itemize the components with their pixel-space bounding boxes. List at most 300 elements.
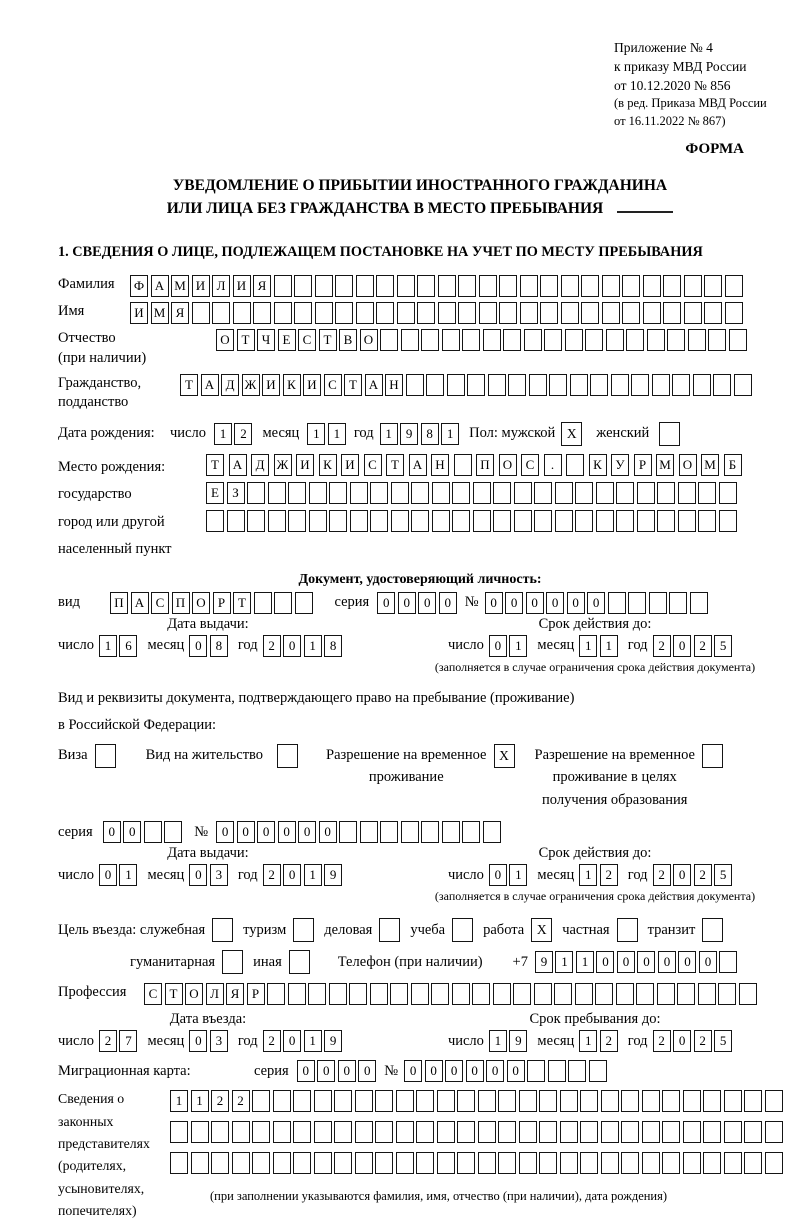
- char-cell[interactable]: [677, 983, 695, 1005]
- char-cell[interactable]: 2: [694, 864, 712, 886]
- char-cell[interactable]: А: [131, 592, 149, 614]
- char-cell[interactable]: 1: [380, 423, 398, 445]
- char-cell[interactable]: Р: [213, 592, 231, 614]
- char-cell[interactable]: Т: [165, 983, 183, 1005]
- char-cell[interactable]: [268, 510, 286, 532]
- char-cell[interactable]: [254, 592, 272, 614]
- char-cell[interactable]: [498, 1152, 516, 1174]
- char-cell[interactable]: [432, 482, 450, 504]
- char-cell[interactable]: [170, 1152, 188, 1174]
- char-cell[interactable]: [227, 510, 245, 532]
- char-cell[interactable]: [211, 1121, 229, 1143]
- char-cell[interactable]: [314, 1152, 332, 1174]
- char-cell[interactable]: 0: [596, 951, 614, 973]
- char-cell[interactable]: 0: [278, 821, 296, 843]
- char-cell[interactable]: [458, 302, 476, 324]
- char-cell[interactable]: 0: [485, 592, 503, 614]
- char-cell[interactable]: А: [201, 374, 219, 396]
- char-cell[interactable]: 0: [189, 864, 207, 886]
- char-cell[interactable]: [616, 983, 634, 1005]
- char-cell[interactable]: 0: [189, 1030, 207, 1052]
- char-cell[interactable]: [513, 983, 531, 1005]
- char-cell[interactable]: [431, 983, 449, 1005]
- char-cell[interactable]: С: [298, 329, 316, 351]
- char-cell[interactable]: [233, 302, 251, 324]
- char-cell[interactable]: [473, 482, 491, 504]
- char-cell[interactable]: [704, 275, 722, 297]
- char-cell[interactable]: [581, 302, 599, 324]
- char-cell[interactable]: 9: [324, 864, 342, 886]
- purpose-private-checkbox[interactable]: [617, 918, 638, 942]
- char-cell[interactable]: [622, 275, 640, 297]
- char-cell[interactable]: [631, 374, 649, 396]
- purpose-business-checkbox[interactable]: [379, 918, 400, 942]
- char-cell[interactable]: [473, 510, 491, 532]
- char-cell[interactable]: [426, 374, 444, 396]
- char-cell[interactable]: [585, 329, 603, 351]
- char-cell[interactable]: 1: [600, 635, 618, 657]
- char-cell[interactable]: 0: [505, 592, 523, 614]
- char-cell[interactable]: 0: [319, 821, 337, 843]
- char-cell[interactable]: [519, 1090, 537, 1112]
- char-cell[interactable]: [678, 482, 696, 504]
- char-cell[interactable]: 0: [658, 951, 676, 973]
- purpose-work-checkbox[interactable]: X: [531, 918, 552, 942]
- char-cell[interactable]: [416, 1152, 434, 1174]
- char-cell[interactable]: 2: [694, 635, 712, 657]
- char-cell[interactable]: 2: [99, 1030, 117, 1052]
- char-cell[interactable]: 7: [119, 1030, 137, 1052]
- char-cell[interactable]: [380, 821, 398, 843]
- char-cell[interactable]: [581, 275, 599, 297]
- char-cell[interactable]: [293, 1121, 311, 1143]
- char-cell[interactable]: Я: [253, 275, 271, 297]
- char-cell[interactable]: 9: [400, 423, 418, 445]
- char-cell[interactable]: 1: [555, 951, 573, 973]
- char-cell[interactable]: [293, 1152, 311, 1174]
- char-cell[interactable]: [375, 1152, 393, 1174]
- char-cell[interactable]: [690, 592, 708, 614]
- char-cell[interactable]: [568, 1060, 586, 1082]
- char-cell[interactable]: 0: [466, 1060, 484, 1082]
- temp-residence-checkbox[interactable]: X: [494, 744, 515, 768]
- char-cell[interactable]: [493, 983, 511, 1005]
- char-cell[interactable]: М: [701, 454, 719, 476]
- char-cell[interactable]: [447, 374, 465, 396]
- char-cell[interactable]: [493, 510, 511, 532]
- char-cell[interactable]: [472, 983, 490, 1005]
- char-cell[interactable]: Т: [206, 454, 224, 476]
- char-cell[interactable]: [288, 510, 306, 532]
- char-cell[interactable]: [295, 592, 313, 614]
- char-cell[interactable]: [520, 275, 538, 297]
- char-cell[interactable]: [356, 275, 374, 297]
- char-cell[interactable]: [649, 592, 667, 614]
- char-cell[interactable]: 8: [210, 635, 228, 657]
- char-cell[interactable]: [360, 821, 378, 843]
- char-cell[interactable]: [540, 302, 558, 324]
- char-cell[interactable]: 8: [421, 423, 439, 445]
- char-cell[interactable]: [698, 482, 716, 504]
- char-cell[interactable]: [315, 302, 333, 324]
- char-cell[interactable]: П: [110, 592, 128, 614]
- char-cell[interactable]: [329, 482, 347, 504]
- char-cell[interactable]: [669, 592, 687, 614]
- char-cell[interactable]: 2: [600, 1030, 618, 1052]
- char-cell[interactable]: [688, 329, 706, 351]
- char-cell[interactable]: [601, 1152, 619, 1174]
- char-cell[interactable]: [693, 374, 711, 396]
- char-cell[interactable]: Т: [319, 329, 337, 351]
- char-cell[interactable]: Ф: [130, 275, 148, 297]
- char-cell[interactable]: [544, 329, 562, 351]
- char-cell[interactable]: 1: [170, 1090, 188, 1112]
- char-cell[interactable]: 1: [328, 423, 346, 445]
- char-cell[interactable]: [652, 374, 670, 396]
- char-cell[interactable]: [527, 1060, 545, 1082]
- char-cell[interactable]: 0: [398, 592, 416, 614]
- char-cell[interactable]: 0: [418, 592, 436, 614]
- char-cell[interactable]: [462, 821, 480, 843]
- char-cell[interactable]: [355, 1121, 373, 1143]
- char-cell[interactable]: [452, 983, 470, 1005]
- char-cell[interactable]: [647, 329, 665, 351]
- char-cell[interactable]: [499, 302, 517, 324]
- char-cell[interactable]: [252, 1090, 270, 1112]
- char-cell[interactable]: А: [151, 275, 169, 297]
- char-cell[interactable]: [704, 302, 722, 324]
- char-cell[interactable]: [498, 1090, 516, 1112]
- char-cell[interactable]: [601, 1090, 619, 1112]
- char-cell[interactable]: [663, 275, 681, 297]
- purpose-tourism-checkbox[interactable]: [293, 918, 314, 942]
- char-cell[interactable]: 0: [237, 821, 255, 843]
- char-cell[interactable]: [725, 275, 743, 297]
- char-cell[interactable]: [478, 1152, 496, 1174]
- char-cell[interactable]: [432, 510, 450, 532]
- char-cell[interactable]: [565, 329, 583, 351]
- char-cell[interactable]: [554, 983, 572, 1005]
- char-cell[interactable]: [314, 1121, 332, 1143]
- char-cell[interactable]: 0: [567, 592, 585, 614]
- char-cell[interactable]: А: [365, 374, 383, 396]
- char-cell[interactable]: 0: [673, 1030, 691, 1052]
- char-cell[interactable]: О: [360, 329, 378, 351]
- char-cell[interactable]: К: [589, 454, 607, 476]
- char-cell[interactable]: [570, 374, 588, 396]
- char-cell[interactable]: Л: [206, 983, 224, 1005]
- char-cell[interactable]: [294, 302, 312, 324]
- char-cell[interactable]: И: [192, 275, 210, 297]
- char-cell[interactable]: [478, 1090, 496, 1112]
- char-cell[interactable]: [683, 1121, 701, 1143]
- char-cell[interactable]: 1: [119, 864, 137, 886]
- char-cell[interactable]: [616, 482, 634, 504]
- char-cell[interactable]: [457, 1090, 475, 1112]
- char-cell[interactable]: Ч: [257, 329, 275, 351]
- char-cell[interactable]: 2: [232, 1090, 250, 1112]
- char-cell[interactable]: [356, 302, 374, 324]
- char-cell[interactable]: 0: [507, 1060, 525, 1082]
- char-cell[interactable]: 0: [189, 635, 207, 657]
- char-cell[interactable]: Е: [278, 329, 296, 351]
- char-cell[interactable]: [396, 1121, 414, 1143]
- char-cell[interactable]: [561, 302, 579, 324]
- char-cell[interactable]: 1: [191, 1090, 209, 1112]
- char-cell[interactable]: 1: [99, 635, 117, 657]
- char-cell[interactable]: [268, 482, 286, 504]
- char-cell[interactable]: [560, 1090, 578, 1112]
- char-cell[interactable]: Т: [344, 374, 362, 396]
- visa-checkbox[interactable]: [95, 744, 116, 768]
- char-cell[interactable]: 0: [489, 635, 507, 657]
- char-cell[interactable]: [479, 302, 497, 324]
- char-cell[interactable]: [560, 1152, 578, 1174]
- char-cell[interactable]: [293, 1090, 311, 1112]
- char-cell[interactable]: [575, 983, 593, 1005]
- char-cell[interactable]: 0: [257, 821, 275, 843]
- char-cell[interactable]: [437, 1090, 455, 1112]
- char-cell[interactable]: [288, 983, 306, 1005]
- char-cell[interactable]: М: [656, 454, 674, 476]
- char-cell[interactable]: С: [151, 592, 169, 614]
- char-cell[interactable]: 6: [119, 635, 137, 657]
- char-cell[interactable]: [703, 1152, 721, 1174]
- char-cell[interactable]: [191, 1121, 209, 1143]
- char-cell[interactable]: 0: [673, 864, 691, 886]
- char-cell[interactable]: [729, 329, 747, 351]
- char-cell[interactable]: 0: [317, 1060, 335, 1082]
- char-cell[interactable]: [309, 510, 327, 532]
- char-cell[interactable]: Р: [247, 983, 265, 1005]
- char-cell[interactable]: [273, 1090, 291, 1112]
- char-cell[interactable]: [719, 951, 737, 973]
- char-cell[interactable]: 2: [653, 635, 671, 657]
- char-cell[interactable]: [606, 329, 624, 351]
- char-cell[interactable]: 0: [486, 1060, 504, 1082]
- char-cell[interactable]: Б: [724, 454, 742, 476]
- char-cell[interactable]: Т: [237, 329, 255, 351]
- char-cell[interactable]: [370, 983, 388, 1005]
- char-cell[interactable]: 0: [546, 592, 564, 614]
- char-cell[interactable]: [683, 1152, 701, 1174]
- char-cell[interactable]: [411, 983, 429, 1005]
- char-cell[interactable]: [657, 983, 675, 1005]
- char-cell[interactable]: 5: [714, 864, 732, 886]
- char-cell[interactable]: 0: [283, 864, 301, 886]
- char-cell[interactable]: И: [296, 454, 314, 476]
- char-cell[interactable]: 0: [637, 951, 655, 973]
- char-cell[interactable]: 2: [211, 1090, 229, 1112]
- char-cell[interactable]: [560, 1121, 578, 1143]
- char-cell[interactable]: 0: [526, 592, 544, 614]
- char-cell[interactable]: Я: [226, 983, 244, 1005]
- char-cell[interactable]: [684, 302, 702, 324]
- char-cell[interactable]: [683, 1090, 701, 1112]
- char-cell[interactable]: [478, 1121, 496, 1143]
- char-cell[interactable]: [724, 1090, 742, 1112]
- char-cell[interactable]: [678, 510, 696, 532]
- char-cell[interactable]: [335, 275, 353, 297]
- char-cell[interactable]: 1: [579, 864, 597, 886]
- char-cell[interactable]: [657, 482, 675, 504]
- char-cell[interactable]: [734, 374, 752, 396]
- char-cell[interactable]: [503, 329, 521, 351]
- char-cell[interactable]: [580, 1121, 598, 1143]
- char-cell[interactable]: [350, 482, 368, 504]
- char-cell[interactable]: [498, 1121, 516, 1143]
- char-cell[interactable]: [334, 1090, 352, 1112]
- char-cell[interactable]: И: [130, 302, 148, 324]
- char-cell[interactable]: [657, 510, 675, 532]
- char-cell[interactable]: В: [339, 329, 357, 351]
- char-cell[interactable]: У: [611, 454, 629, 476]
- char-cell[interactable]: 0: [99, 864, 117, 886]
- char-cell[interactable]: [534, 482, 552, 504]
- char-cell[interactable]: И: [341, 454, 359, 476]
- char-cell[interactable]: 0: [338, 1060, 356, 1082]
- char-cell[interactable]: [698, 510, 716, 532]
- char-cell[interactable]: [549, 374, 567, 396]
- char-cell[interactable]: 1: [307, 423, 325, 445]
- char-cell[interactable]: [442, 329, 460, 351]
- char-cell[interactable]: [437, 1121, 455, 1143]
- char-cell[interactable]: [524, 329, 542, 351]
- char-cell[interactable]: [703, 1090, 721, 1112]
- char-cell[interactable]: 0: [425, 1060, 443, 1082]
- char-cell[interactable]: К: [319, 454, 337, 476]
- char-cell[interactable]: [170, 1121, 188, 1143]
- char-cell[interactable]: [540, 275, 558, 297]
- char-cell[interactable]: С: [324, 374, 342, 396]
- char-cell[interactable]: М: [171, 275, 189, 297]
- char-cell[interactable]: 0: [123, 821, 141, 843]
- char-cell[interactable]: 0: [673, 635, 691, 657]
- char-cell[interactable]: 2: [653, 1030, 671, 1052]
- char-cell[interactable]: [643, 302, 661, 324]
- char-cell[interactable]: [417, 275, 435, 297]
- char-cell[interactable]: Н: [431, 454, 449, 476]
- char-cell[interactable]: Ж: [242, 374, 260, 396]
- char-cell[interactable]: 0: [283, 635, 301, 657]
- char-cell[interactable]: [315, 275, 333, 297]
- char-cell[interactable]: И: [303, 374, 321, 396]
- char-cell[interactable]: [684, 275, 702, 297]
- char-cell[interactable]: 2: [263, 1030, 281, 1052]
- char-cell[interactable]: [555, 510, 573, 532]
- char-cell[interactable]: 0: [377, 592, 395, 614]
- char-cell[interactable]: [621, 1152, 639, 1174]
- char-cell[interactable]: [539, 1090, 557, 1112]
- char-cell[interactable]: [397, 302, 415, 324]
- char-cell[interactable]: 8: [324, 635, 342, 657]
- char-cell[interactable]: [719, 510, 737, 532]
- char-cell[interactable]: О: [679, 454, 697, 476]
- char-cell[interactable]: [744, 1152, 762, 1174]
- char-cell[interactable]: [529, 374, 547, 396]
- char-cell[interactable]: [457, 1152, 475, 1174]
- char-cell[interactable]: [438, 275, 456, 297]
- char-cell[interactable]: 3: [210, 1030, 228, 1052]
- char-cell[interactable]: .: [544, 454, 562, 476]
- char-cell[interactable]: И: [262, 374, 280, 396]
- char-cell[interactable]: [437, 1152, 455, 1174]
- purpose-official-checkbox[interactable]: [212, 918, 233, 942]
- char-cell[interactable]: [375, 1121, 393, 1143]
- char-cell[interactable]: [703, 1121, 721, 1143]
- char-cell[interactable]: Т: [180, 374, 198, 396]
- char-cell[interactable]: П: [172, 592, 190, 614]
- char-cell[interactable]: [698, 983, 716, 1005]
- purpose-study-checkbox[interactable]: [452, 918, 473, 942]
- char-cell[interactable]: [744, 1121, 762, 1143]
- char-cell[interactable]: [520, 302, 538, 324]
- char-cell[interactable]: [396, 1090, 414, 1112]
- char-cell[interactable]: [580, 1152, 598, 1174]
- purpose-transit-checkbox[interactable]: [702, 918, 723, 942]
- char-cell[interactable]: О: [192, 592, 210, 614]
- char-cell[interactable]: 0: [358, 1060, 376, 1082]
- char-cell[interactable]: [637, 482, 655, 504]
- char-cell[interactable]: 0: [298, 821, 316, 843]
- char-cell[interactable]: [335, 302, 353, 324]
- char-cell[interactable]: Л: [212, 275, 230, 297]
- char-cell[interactable]: [416, 1090, 434, 1112]
- char-cell[interactable]: [596, 510, 614, 532]
- char-cell[interactable]: [274, 302, 292, 324]
- char-cell[interactable]: [458, 275, 476, 297]
- char-cell[interactable]: [575, 482, 593, 504]
- char-cell[interactable]: [144, 821, 162, 843]
- char-cell[interactable]: 1: [214, 423, 232, 445]
- char-cell[interactable]: [247, 510, 265, 532]
- char-cell[interactable]: 1: [304, 864, 322, 886]
- char-cell[interactable]: Д: [251, 454, 269, 476]
- char-cell[interactable]: [421, 821, 439, 843]
- char-cell[interactable]: [442, 821, 460, 843]
- char-cell[interactable]: [232, 1152, 250, 1174]
- char-cell[interactable]: [467, 374, 485, 396]
- char-cell[interactable]: [483, 329, 501, 351]
- char-cell[interactable]: [417, 302, 435, 324]
- char-cell[interactable]: [191, 1152, 209, 1174]
- char-cell[interactable]: [608, 592, 626, 614]
- char-cell[interactable]: [643, 275, 661, 297]
- char-cell[interactable]: [252, 1121, 270, 1143]
- char-cell[interactable]: [595, 983, 613, 1005]
- char-cell[interactable]: [667, 329, 685, 351]
- char-cell[interactable]: 1: [576, 951, 594, 973]
- char-cell[interactable]: [206, 510, 224, 532]
- char-cell[interactable]: М: [151, 302, 169, 324]
- char-cell[interactable]: [391, 510, 409, 532]
- char-cell[interactable]: [308, 983, 326, 1005]
- char-cell[interactable]: [375, 1090, 393, 1112]
- char-cell[interactable]: [232, 1121, 250, 1143]
- char-cell[interactable]: [483, 821, 501, 843]
- char-cell[interactable]: 2: [234, 423, 252, 445]
- char-cell[interactable]: [514, 482, 532, 504]
- char-cell[interactable]: [611, 374, 629, 396]
- char-cell[interactable]: [725, 302, 743, 324]
- char-cell[interactable]: [438, 302, 456, 324]
- char-cell[interactable]: [339, 821, 357, 843]
- char-cell[interactable]: [739, 983, 757, 1005]
- char-cell[interactable]: [718, 983, 736, 1005]
- char-cell[interactable]: [376, 302, 394, 324]
- char-cell[interactable]: [662, 1152, 680, 1174]
- char-cell[interactable]: [329, 510, 347, 532]
